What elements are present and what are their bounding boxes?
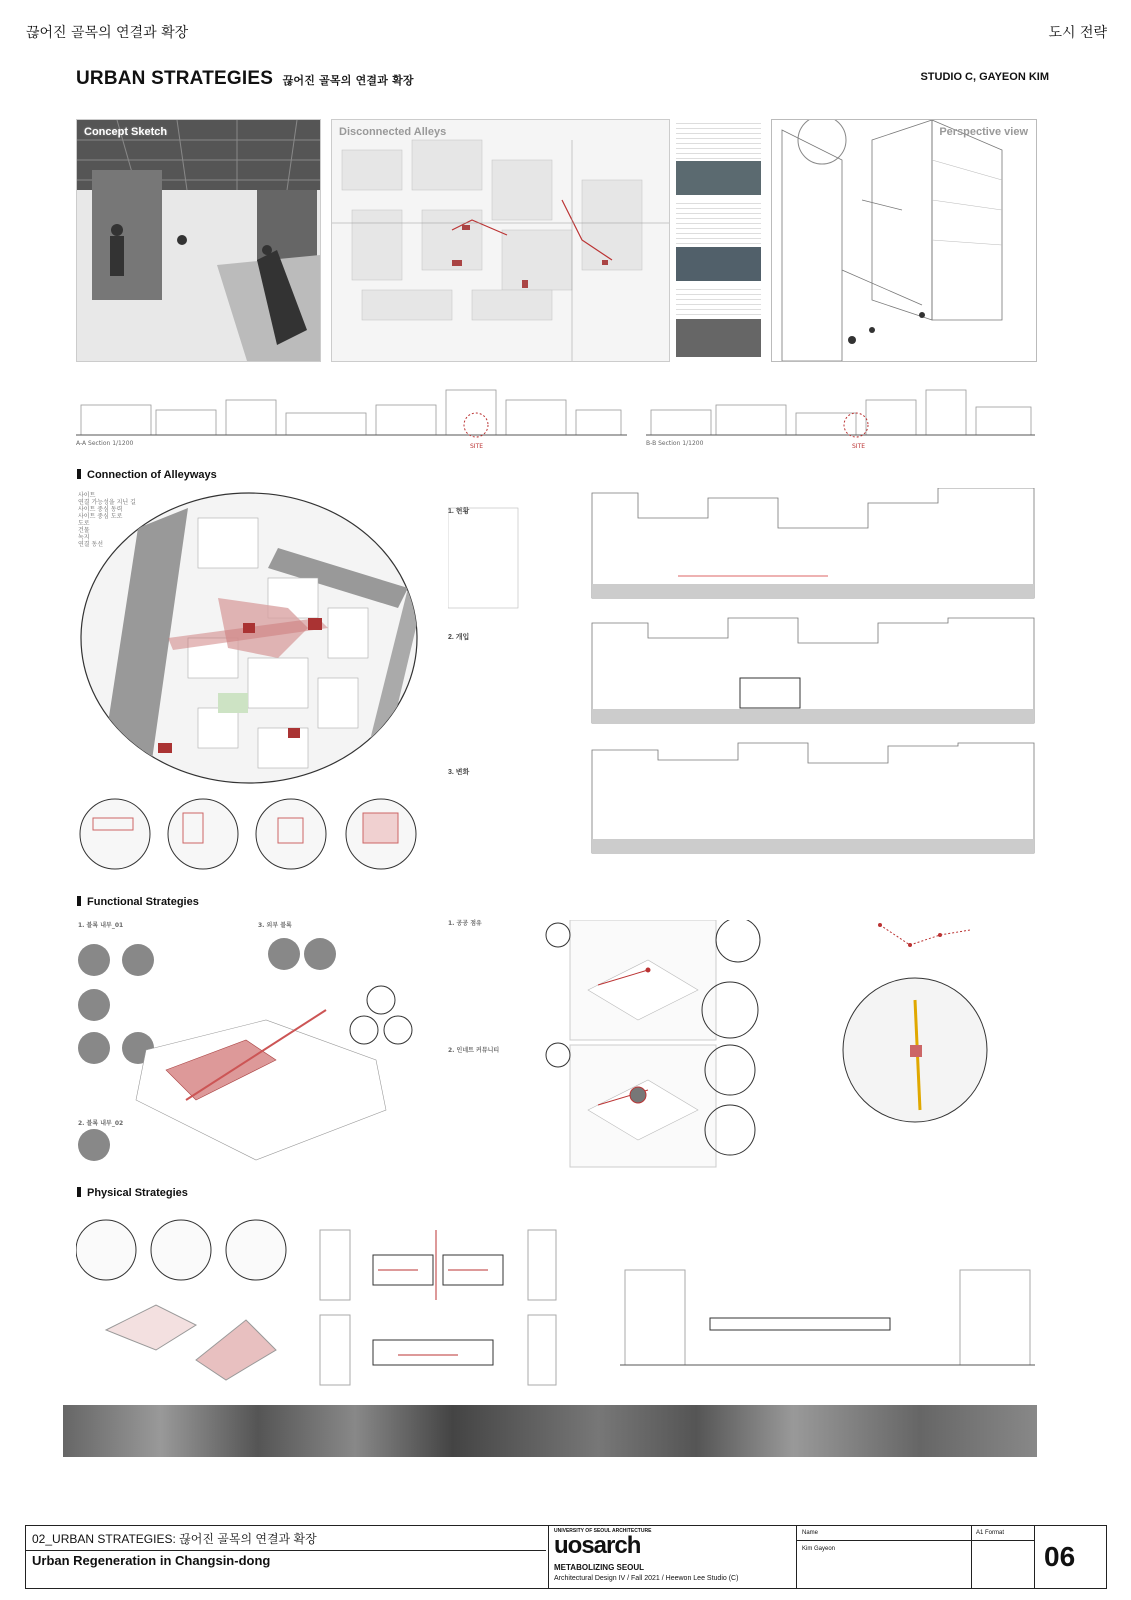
step-sections: [448, 488, 1038, 878]
legend-item: 사이트 중심 도로: [78, 513, 123, 520]
step-2-title: 2. 개입: [448, 634, 470, 641]
street-photo-strip: [63, 1405, 1037, 1457]
footer-line-1: 02_URBAN STRATEGIES: 끊어진 골목의 연결과 확장: [32, 1532, 317, 1546]
photo-column: [676, 119, 761, 360]
perspective-panel: [771, 119, 1037, 362]
footer-format: A1 Format: [976, 1530, 1005, 1536]
street-section: [620, 1240, 1035, 1385]
legend-item: 연결 동선: [78, 541, 104, 548]
network-map: [840, 920, 1040, 1150]
bb-section-label: B-B Section 1/1200: [646, 440, 704, 447]
func-note-2: 2. 블록 내부_02: [78, 1120, 124, 1127]
disconnected-alleys-label: Disconnected Alleys: [339, 126, 447, 138]
disconnected-alleys-panel: [331, 119, 670, 362]
functional-heading: Functional Strategies: [77, 896, 199, 908]
step-3-title: 3. 변화: [448, 769, 470, 776]
physical-diagram: [76, 1210, 306, 1390]
footer-course: Architectural Design IV / Fall 2021 / Heewon Lee Studio (C): [554, 1575, 739, 1582]
title-sub: 끊어진 골목의 연결과 확장: [282, 74, 414, 87]
physical-heading: Physical Strategies: [77, 1187, 188, 1199]
concept-sketch-image: [77, 120, 320, 361]
bb-section: [646, 385, 1035, 440]
legend-item: 연결 가능성을 지닌 길: [78, 499, 136, 506]
step-1-title: 1. 현황: [448, 508, 470, 515]
footer-line-2: Urban Regeneration in Changsin-dong: [32, 1553, 271, 1568]
perspective-label: Perspective view: [939, 126, 1028, 138]
aa-site-label: SITE: [470, 443, 484, 450]
title-main: URBAN STRATEGIES: [76, 68, 274, 89]
footer-project: METABOLIZING SEOUL: [554, 1563, 645, 1572]
functional-diagram: [76, 930, 416, 1165]
header-right: 도시 전략: [1048, 25, 1107, 41]
footer-page-number: 06: [1044, 1541, 1076, 1572]
studio-label: STUDIO C, GAYEON KIM: [920, 71, 1049, 83]
perspective-drawing: [772, 120, 1036, 361]
footer: [25, 1525, 1107, 1589]
concept-sketch-panel: [76, 119, 321, 362]
detail-circles: [78, 798, 423, 870]
header-left: 끊어진 골목의 연결과 확장: [26, 25, 189, 41]
axonometric-ellipse: [78, 488, 420, 788]
footer-name-label: Name: [802, 1530, 819, 1536]
func-note-4: 1. 공공 점유: [448, 920, 482, 927]
page-title: [76, 68, 414, 90]
aa-section: [76, 385, 627, 440]
legend-item: 사이트 중심 동력: [78, 506, 123, 513]
alley-map: [332, 120, 669, 361]
bb-site-label: SITE: [852, 443, 866, 450]
legend-item: 도로: [78, 520, 90, 527]
physical-sections: [318, 1210, 558, 1390]
footer-univ: UNIVERSITY OF SEOUL ARCHITECTURE: [554, 1528, 652, 1534]
func-note-3: 3. 외부 블록: [258, 922, 292, 929]
public-occupancy-diagram: [448, 920, 768, 1170]
aa-section-label: A-A Section 1/1200: [76, 440, 134, 447]
connection-heading: Connection of Alleyways: [77, 469, 217, 481]
concept-sketch-label: Concept Sketch: [84, 126, 168, 138]
footer-logo: uosarch: [554, 1532, 641, 1559]
footer-name: Kim Gayeon: [802, 1546, 836, 1552]
func-note-5: 2. 인네트 커뮤니티: [448, 1047, 500, 1054]
legend-item: 건물: [78, 527, 90, 534]
legend-item: 사이트: [78, 492, 96, 499]
func-note-1: 1. 블록 내부_01: [78, 922, 124, 929]
legend-item: 녹지: [78, 534, 90, 541]
